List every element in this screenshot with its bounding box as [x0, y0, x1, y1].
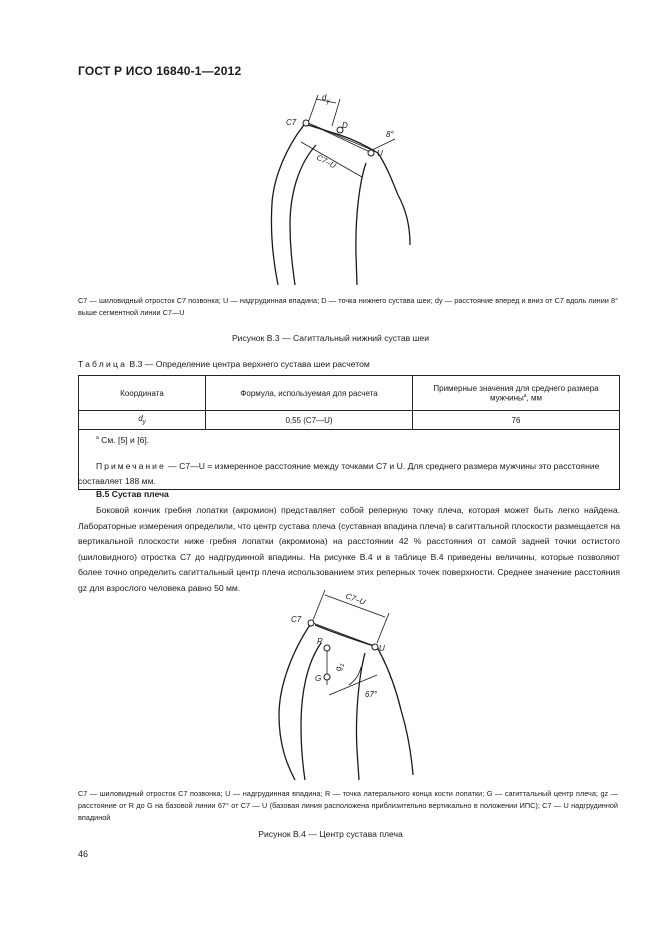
table-cell-formula: 0,55 (C7—U): [206, 411, 413, 430]
label-g: G: [315, 674, 322, 683]
section-b5-title: В.5 Сустав плеча: [96, 489, 169, 499]
figure-b4-legend: C7 — шиловидный отросток C7 позвонка; U — надгрудинная впадина; R — точка латерального конца кости лопатки; G — сагиттальный центр плеча; gz — расстояние от R до G на базовой линии 67° от C7 — U (базовая линия расположена приблизительно вертикально в положении ИПС); C7 — U надгрудинной впадиной: [78, 789, 618, 822]
label-c7: C7: [286, 118, 297, 127]
figure-b3-title: Рисунок В.3 — Сагиттальный нижний сустав шеи: [231, 333, 430, 343]
table-header-formula: Формула, используемая для расчета: [206, 376, 413, 411]
label-u: U: [377, 149, 383, 158]
label-c7: C7: [291, 615, 302, 624]
table-note: Примечание — C7—U = измеренное расстояние между точками C7 и U. Для среднего размера мужчины это расстояние составляет 188 мм.: [78, 461, 600, 486]
section-b5-paragraph: Боковой кончик гребня лопатки (акромион) представляет собой реперную точку плеча, которая может быть легко найдена. Лабораторные измерения определили, что центр сустава плеча (суставная впадина плеча) в сагиттальной плоскости размещается на вертикальной плоскости ниже гребня лопатки (акромиона) на расстоянии 42 % расстояния от самой задней точки остистого (шиловидного) отростка C7 до надгрудинной впадины. На рисунке В.4 и в таблице В.4 приведены величины, которые позволяют более точно определить сагиттальный центр плеча использованием этих реперных точек поверхности. Среднее значение расстояния gz для взрослого человека равно 50 мм.: [78, 505, 620, 593]
label-r: R: [317, 637, 323, 646]
label-c7-u: C7–U: [344, 591, 367, 607]
figure-b4-drawing: [265, 585, 435, 785]
label-angle-67: 67°: [365, 690, 378, 699]
page-number: 46: [78, 849, 89, 859]
table-b3-title: Таблица В.3 — Определение центра верхнего сустава шеи расчетом: [78, 359, 370, 369]
label-gz: $g_z$: [334, 663, 346, 671]
figure-b4-title: Рисунок В.4 — Центр сустава плеча: [258, 829, 403, 839]
label-angle-8: 8°: [386, 130, 394, 139]
label-c7-u: C7–U: [315, 152, 338, 171]
figure-b3-drawing: [260, 85, 430, 285]
document-header: ГОСТ Р ИСО 16840-1—2012: [78, 64, 242, 78]
table-cell-coord: $d_y$: [79, 411, 206, 430]
table-header-values: Примерные значения для среднего размера мужчины$^а$, мм: [413, 376, 620, 411]
label-d: D: [342, 121, 348, 130]
label-dy: $d_y$: [322, 93, 330, 105]
table-cell-value: 76: [413, 411, 620, 430]
table-footnote: $^а$ См. [5] и [6].: [96, 435, 150, 445]
figure-b3-legend: C7 — шиловидный отросток C7 позвонка; U — надгрудинная впадина; D — точка нижнего сустава шеи; dy — расстояние вперед и вниз от C7 вдоль линии 8° выше сегментной линии C7—U: [78, 296, 618, 317]
table-header-coord: Координата: [79, 376, 206, 411]
label-u: U: [379, 644, 385, 653]
